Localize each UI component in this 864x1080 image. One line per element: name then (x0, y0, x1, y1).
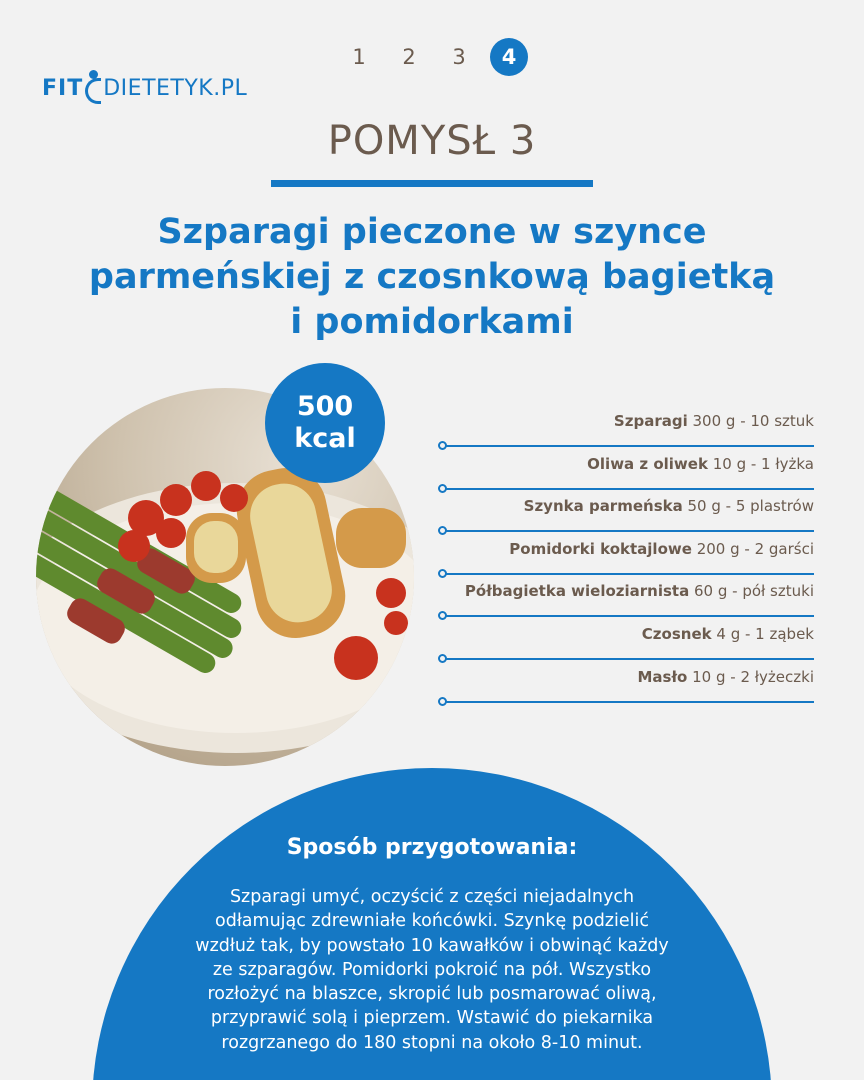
runner-icon (85, 70, 101, 106)
page-2-button[interactable]: 2 (402, 45, 416, 69)
ingredient-name: Oliwa z oliwek (587, 454, 708, 473)
calories-badge (265, 363, 385, 483)
ingredient-row (438, 532, 814, 575)
page-4-button[interactable]: 4 (490, 38, 528, 76)
ingredient-name: Czosnek (641, 624, 712, 643)
ingredient-amount: 50 g - 5 plastrów (687, 497, 814, 516)
fitdietetyk-logo[interactable] (42, 70, 247, 106)
preparation-text: Szparagi umyć, oczyścić z części niejadalnych odłamując zdrewniałe końcówki. Szynkę podzielić wzdłuż tak, by powstało 10 kawałków i obwinąć każdy ze szparagów. Pomidorki pokroić na pół. Wszystko rozłożyć na blaszce, skropić lub posmarować oliwą, przyprawić solą i pieprzem. Wstawić do piekarnika rozgrzanego do 180 stopni na około 8-10 minut. (195, 887, 669, 1053)
ingredient-row (438, 617, 814, 660)
page-pager (340, 38, 540, 76)
ingredient-name: Pomidorki koktajlowe (509, 539, 692, 558)
ingredient-name: Masło (637, 667, 688, 686)
ingredient-row (438, 660, 814, 703)
ingredient-amount: 10 g - 2 łyżeczki (692, 667, 814, 686)
calories-unit: kcal (294, 423, 356, 454)
ingredient-row (438, 404, 814, 447)
page-1-button[interactable]: 1 (352, 45, 366, 69)
ingredient-row (438, 574, 814, 617)
calories-value: 500 (296, 391, 354, 422)
ingredient-name: Szparagi (613, 412, 688, 430)
ingredient-row (438, 489, 814, 532)
preparation-title: Sposób przygotowania: (286, 835, 578, 860)
ingredients-list (438, 404, 814, 702)
dish-title (60, 210, 804, 345)
logo-fit-text: FIT (42, 75, 84, 101)
dish-title-line-1: Szparagi pieczone w szynce (157, 212, 707, 252)
ingredient-name: Szynka parmeńska (523, 497, 683, 516)
idea-title: POMYSŁ 3 (327, 118, 537, 164)
dish-title-line-3: i pomidorkami (290, 302, 574, 342)
title-underline (271, 180, 593, 187)
ingredient-amount: 300 g - 10 sztuk (692, 412, 814, 430)
page-3-button[interactable]: 3 (452, 45, 466, 69)
ingredient-name: Półbagietka wieloziarnista (464, 582, 690, 601)
ingredient-amount: 60 g - pół sztuki (694, 582, 814, 601)
logo-dietetyk-text: DIETETYK.PL (103, 75, 248, 101)
bullet-dot-icon (438, 697, 447, 706)
ingredient-divider (442, 701, 814, 703)
ingredient-row (438, 447, 814, 490)
ingredient-amount: 10 g - 1 łyżka (712, 454, 814, 473)
dish-title-line-2: parmeńskiej z czosnkową bagietką (88, 257, 776, 297)
ingredient-amount: 4 g - 1 ząbek (716, 624, 814, 643)
ingredient-amount: 200 g - 2 garści (696, 539, 814, 558)
